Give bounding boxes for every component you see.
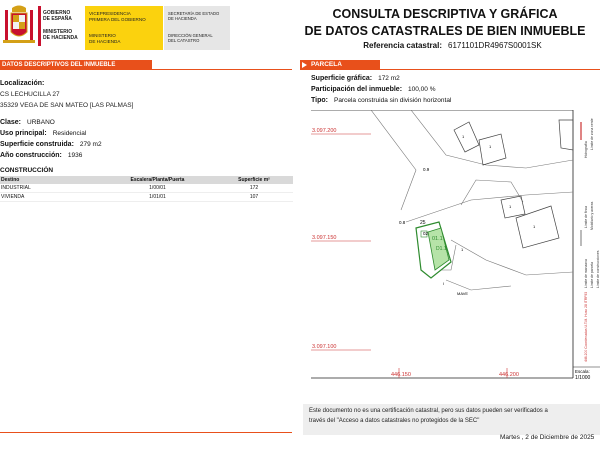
cell-superficie: 107: [249, 194, 259, 200]
left-bottom-divider: [0, 432, 292, 433]
grey-line2: DE HACIENDA: [168, 16, 197, 22]
section-divider: [152, 69, 292, 70]
cell-superficie: 172: [249, 185, 259, 191]
cell-destino: INDUSTRIAL: [1, 185, 31, 191]
col-superficie: Superficie m²: [238, 177, 270, 183]
yellow-line3: MINISTERIO: [89, 33, 116, 38]
plot-label: 1: [462, 134, 465, 139]
plot-label: 1: [461, 247, 464, 252]
directorate-box-top: [168, 11, 228, 21]
participacion-row: [311, 86, 436, 93]
title-line2: DE DATOS CATASTRALES DE BIEN INMUEBLE: [304, 24, 586, 38]
y-coord-label: 3.097.200: [312, 128, 337, 134]
legend-item: Límite de parcela: [590, 261, 594, 288]
uso-row: [0, 130, 86, 137]
ministry-box: [85, 6, 163, 50]
document-date: Martes , 2 de Diciembre de 2025: [500, 434, 595, 441]
anio-value: 1936: [67, 152, 83, 159]
parcel-title: PARCELA: [311, 61, 342, 68]
gov-line2: DE ESPAÑA: [43, 16, 72, 22]
page-title: [290, 6, 600, 40]
tipo-value: Parcela construida sin división horizontal: [333, 97, 452, 104]
descriptive-data-header: DATOS DESCRIPTIVOS DEL INMUEBLE: [0, 60, 152, 70]
map-background: [311, 110, 600, 380]
grey-line4: DEL CATASTRO: [168, 38, 200, 44]
gov-text: [43, 10, 83, 41]
table-row: [0, 184, 293, 193]
legend-item: Límite de finca: [584, 205, 588, 228]
legend-item: Hidrografía: [584, 141, 588, 158]
address-line1: CS LECHUCILLA 27: [0, 91, 60, 98]
x-coord-label: 446.150: [391, 372, 411, 378]
construccion-heading: CONSTRUCCIÓN: [0, 167, 54, 174]
superficie-row: [0, 141, 102, 148]
anio-label: Año construcción:: [0, 152, 62, 159]
col-destino: Destino: [1, 177, 20, 183]
localizacion-label: Localización:: [0, 80, 45, 87]
cell-escalera: 1/00/01: [149, 185, 166, 191]
plot-label: I: [443, 281, 445, 286]
cadastral-reference: [305, 41, 600, 50]
table-row: [0, 193, 293, 202]
plot-label: 1: [509, 204, 512, 209]
grey-line1: SECRETARÍA DE ESTADO: [168, 11, 220, 16]
plot-label: 01.1: [432, 236, 443, 242]
participacion-value: 100,00 %: [408, 86, 436, 93]
ref-value: 6171101DR4967S0001SK: [448, 41, 542, 50]
gov-line4: DE HACIENDA: [43, 35, 78, 41]
uso-value: Residencial: [52, 130, 87, 137]
cell-destino: VIVIENDA: [1, 194, 25, 200]
cadastral-map[interactable]: [311, 110, 600, 380]
notice-line1: Este documento no es una certificación catastral, pero sus datos pueden ser verificados a: [309, 408, 548, 414]
gov-line1: GOBIERNO: [43, 10, 71, 16]
plot-label: 0.9: [423, 167, 430, 172]
yellow-line4: DE HACIENDA: [89, 38, 121, 44]
clase-label: Clase:: [0, 119, 22, 126]
sup-grafica-value: 172 m2: [378, 75, 400, 82]
scale-label: Escala:: [575, 369, 590, 374]
plot-label: D1.1: [436, 246, 447, 252]
plot-label: 02: [423, 231, 429, 236]
participacion-label: Participación del inmueble:: [311, 86, 403, 93]
government-logo-block: [0, 0, 232, 54]
superficie-value: 279 m2: [79, 141, 102, 148]
gov-red-bar: [38, 6, 41, 46]
legend-item: Límite de zona verde: [590, 118, 594, 150]
directorate-box: [164, 6, 230, 50]
arrow-right-icon: [302, 62, 307, 68]
superficie-label: Superficie construida:: [0, 141, 74, 148]
plot-label: 1: [489, 144, 492, 149]
uso-label: Uso principal:: [0, 130, 47, 137]
address-line2: 35329 VEGA DE SAN MATEO [LAS PALMAS]: [0, 102, 134, 109]
sup-grafica-label: Superficie gráfica:: [311, 75, 373, 82]
x-coord-label: 446.200: [499, 372, 519, 378]
directorate-box-bottom: [168, 33, 228, 43]
ministry-box-bottom: [89, 33, 161, 44]
disclaimer-notice: [303, 404, 600, 435]
anio-row: [0, 152, 82, 159]
notice-line2[interactable]: través del "Acceso a datos catastrales no protegidos de la SEC": [309, 418, 480, 424]
street-name: MAVE: [457, 291, 469, 296]
projection-note: 446.200 Coordenadas U.T.M. Huso 28 ITRF93: [584, 291, 588, 362]
tipo-row: [311, 97, 451, 104]
plot-label: 1: [533, 224, 536, 229]
ministry-box-top: [89, 11, 161, 22]
title-line1: CONSULTA DESCRIPTIVA Y GRÁFICA: [332, 7, 558, 21]
parcel-tab: [300, 60, 380, 70]
col-escalera: Escalera/Planta/Puerta: [130, 177, 185, 183]
cell-escalera: 1/01/01: [149, 194, 166, 200]
sup-grafica-row: [311, 75, 400, 82]
yellow-line2: PRIMERA DEL GOBIERNO: [89, 16, 146, 22]
clase-row: [0, 119, 55, 126]
clase-value: URBANO: [27, 119, 55, 126]
plot-label: 0.8: [399, 220, 406, 225]
yellow-line1: VICEPRESIDENCIA: [89, 11, 131, 16]
y-coord-label: 3.097.100: [312, 344, 337, 350]
coat-of-arms-icon: [2, 4, 36, 48]
grey-line3: DIRECCIÓN GENERAL: [168, 33, 213, 38]
cadastral-map-svg: [311, 110, 600, 380]
y-coord-label: 3.097.150: [312, 235, 337, 241]
legend-item: Límite de manzana: [584, 259, 588, 288]
parcel-header: [300, 60, 600, 70]
gov-line3: MINISTERIO: [43, 29, 73, 35]
construction-table: [0, 176, 293, 202]
parcel-divider: [380, 69, 600, 70]
ref-label: Referencia catastral:: [363, 41, 442, 50]
table-header-row: [0, 176, 293, 184]
legend-item: Límite de construcciones: [596, 250, 600, 288]
tipo-label: Tipo:: [311, 97, 328, 104]
legend-item: Mobiliario y aceras: [590, 201, 594, 230]
scale-value: 1/1000: [575, 375, 591, 380]
plot-label: 25: [420, 220, 426, 226]
